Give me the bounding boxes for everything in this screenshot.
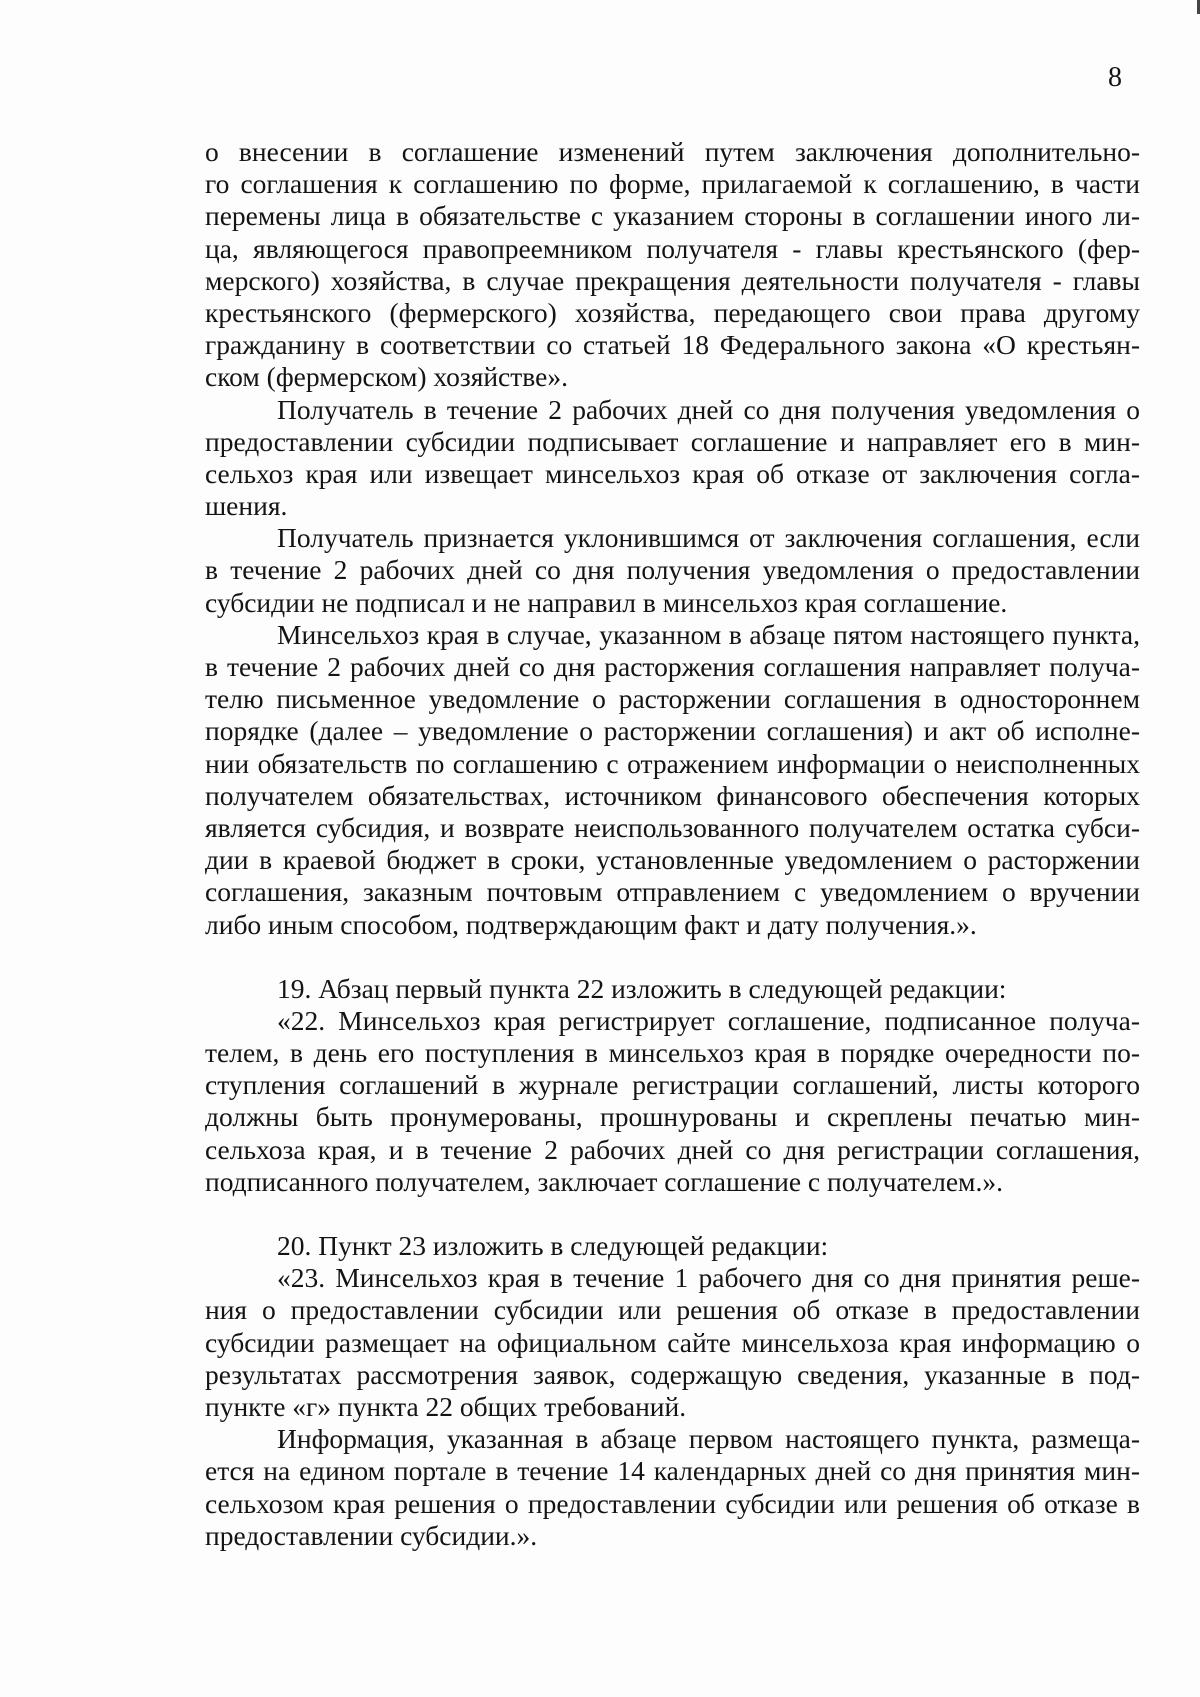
text-line: предоставлении субсидии.».	[205, 1519, 538, 1551]
text-line: подписанного получателем, заключает соглашение с получателем.».	[205, 1165, 1003, 1197]
text-line: «23. Минсельхоз края в течение 1 рабочего дня со дня принятия реше-	[277, 1262, 1140, 1294]
section-gap	[205, 1198, 1140, 1230]
text-line: Получатель в течение 2 рабочих дней со дня получения уведомления о	[277, 393, 1140, 425]
text-line: ца, являющегося правопреемником получателя - главы крестьянского (фер-	[205, 232, 1140, 264]
text-line: сельхозом края решения о предоставлении субсидии или решения об отказе в	[205, 1487, 1140, 1519]
paragraph-item-20	[205, 1230, 1140, 1262]
text-line: гражданину в соответствии со статьей 18 Федерального закона «О крестьян-	[205, 329, 1140, 361]
text-line: «22. Минсельхоз края регистрирует соглашение, подписанное получа-	[277, 1004, 1140, 1036]
text-line: является субсидия, и возврате неиспользованного получателем остатка субси-	[205, 811, 1140, 843]
paragraph-recipient-signing	[205, 394, 1140, 523]
paragraph-continuation	[205, 136, 1140, 394]
text-line: телю письменное уведомление о расторжении соглашения в одностороннем	[205, 683, 1140, 715]
text-line: мерского) хозяйства, в случае прекращения деятельности получателя - главы	[205, 264, 1140, 296]
text-line: ступления соглашений в журнале регистрации соглашений, листы которого	[205, 1069, 1140, 1101]
text-line: Получатель признается уклонившимся от заключения соглашения, если	[277, 522, 1140, 554]
text-line: предоставлении субсидии подписывает соглашение и направляет его в мин-	[205, 425, 1140, 457]
text-line: го соглашения к соглашению по форме, прилагаемой к соглашению, в части	[205, 168, 1140, 200]
text-line: телем, в день его поступления в минсельхоз края в порядке очередности по-	[205, 1037, 1140, 1069]
text-line: соглашения, заказным почтовым отправлением с уведомлением о вручении	[205, 876, 1140, 908]
text-line: пункте «г» пункта 22 общих требований.	[205, 1390, 687, 1422]
text-line: 20. Пункт 23 изложить в следующей редакции:	[277, 1230, 829, 1261]
text-line: субсидии размещает на официальном сайте минсельхоза края информацию о	[205, 1326, 1140, 1358]
text-line: Информация, указанная в абзаце первом настоящего пункта, размеща-	[277, 1423, 1140, 1455]
text-line: ется на едином портале в течение 14 календарных дней со дня принятия мин-	[205, 1455, 1140, 1487]
text-line: нии обязательств по соглашению с отражением информации о неисполненных	[205, 747, 1140, 779]
document-body	[205, 136, 1140, 1552]
text-line: получателем обязательствах, источником финансового обеспечения которых	[205, 779, 1140, 811]
text-line: о внесении в соглашение изменений путем заключения дополнительно-	[205, 136, 1140, 167]
text-line: в течение 2 рабочих дней со дня расторжения соглашения направляет получа-	[205, 651, 1140, 682]
text-line: результатах рассмотрения заявок, содержащую сведения, указанные в под-	[205, 1358, 1140, 1390]
page-number: 8	[1108, 62, 1122, 93]
paragraph-item-19	[205, 973, 1140, 1005]
text-line: ском (фермерском) хозяйстве».	[205, 361, 568, 393]
text-line: порядке (далее – уведомление о расторжении соглашения) и акт об исполне-	[205, 715, 1140, 747]
paragraph-recipient-evading	[205, 522, 1140, 619]
section-gap	[205, 941, 1140, 973]
paragraph-item-23-text	[205, 1262, 1140, 1423]
text-line: Минсельхоз края в случае, указанном в абзаце пятом настоящего пункта,	[277, 618, 1140, 650]
paragraph-item-22-text	[205, 1005, 1140, 1198]
text-line: либо иным способом, подтверждающим факт и дату получения.».	[205, 908, 977, 940]
text-line: крестьянского (фермерского) хозяйства, передающего свои права другому	[205, 296, 1140, 328]
text-line: шения.	[205, 490, 288, 522]
text-line: должны быть пронумерованы, прошнурованы и скреплены печатью мин-	[205, 1101, 1140, 1133]
text-line: ния о предоставлении субсидии или решения об отказе в предоставлении	[205, 1294, 1140, 1326]
text-line: дии в краевой бюджет в сроки, установленные уведомлением о расторжении	[205, 844, 1140, 876]
text-line: сельхоза края, и в течение 2 рабочих дней со дня регистрации соглашения,	[205, 1133, 1140, 1165]
text-line: субсидии не подписал и не направил в минсельхоз края соглашение.	[205, 586, 1008, 618]
paragraph-portal-publication	[205, 1423, 1140, 1552]
text-line: перемены лица в обязательстве с указанием стороны в соглашении иного ли-	[205, 200, 1140, 232]
paragraph-termination-notice	[205, 619, 1140, 941]
text-line: 19. Абзац первый пункта 22 изложить в следующей редакции:	[277, 972, 1007, 1004]
text-line: сельхоз края или извещает минсельхоз края об отказе от заключения согла-	[205, 457, 1140, 489]
text-line: в течение 2 рабочих дней со дня получения уведомления о предоставлении	[205, 554, 1140, 586]
